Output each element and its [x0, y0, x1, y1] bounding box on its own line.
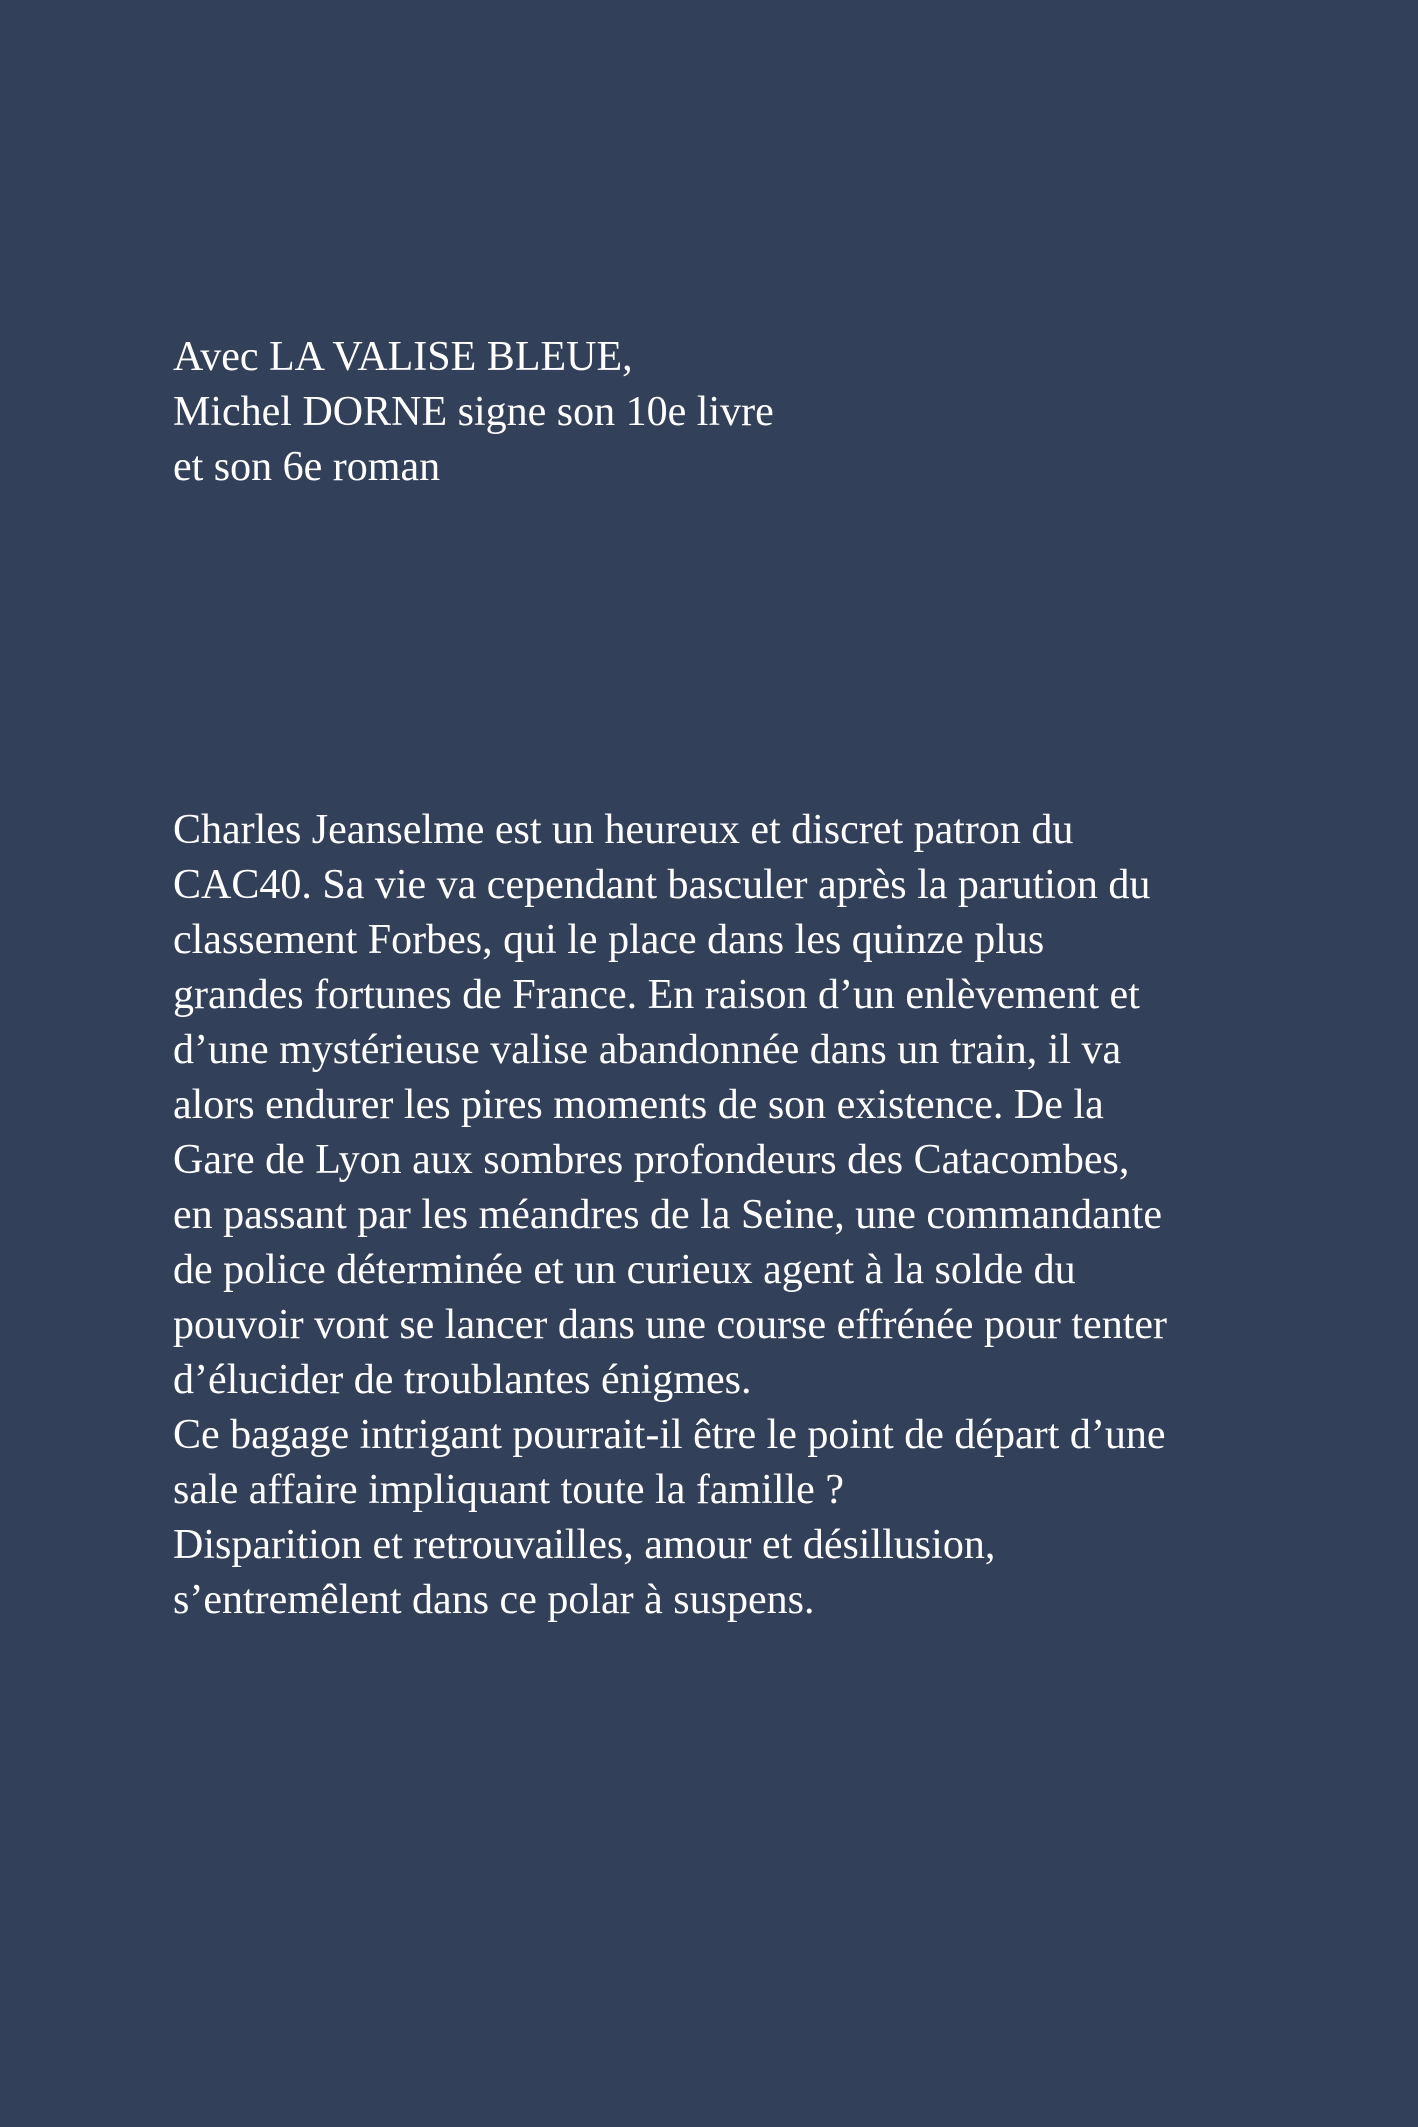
- summary-line: CAC40. Sa vie va cependant basculer après la parution du: [173, 862, 1151, 908]
- summary-line: d’élucider de troublantes énigmes.: [173, 1357, 752, 1403]
- summary-line: Gare de Lyon aux sombres profondeurs des Catacombes,: [173, 1137, 1130, 1183]
- book-summary: [173, 803, 1323, 1628]
- summary-line: alors endurer les pires moments de son existence. De la: [173, 1082, 1104, 1128]
- summary-line: Disparition et retrouvailles, amour et désillusion,: [173, 1522, 996, 1568]
- summary-line: s’entremêlent dans ce polar à suspens.: [173, 1577, 815, 1623]
- summary-line: en passant par les méandres de la Seine, une commandante: [173, 1192, 1162, 1238]
- intro-line: Michel DORNE signe son 10e livre: [173, 389, 774, 435]
- summary-line: classement Forbes, qui le place dans les quinze plus: [173, 917, 1045, 963]
- intro-line: et son 6e roman: [173, 444, 441, 490]
- summary-line: d’une mystérieuse valise abandonnée dans un train, il va: [173, 1027, 1122, 1073]
- summary-line: Charles Jeanselme est un heureux et discret patron du: [173, 807, 1074, 853]
- intro-text: [173, 330, 1273, 495]
- summary-line: de police déterminée et un curieux agent à la solde du: [173, 1247, 1076, 1293]
- intro-line: Avec LA VALISE BLEUE,: [173, 334, 633, 380]
- summary-line: pouvoir vont se lancer dans une course effrénée pour tenter: [173, 1302, 1167, 1348]
- summary-line: Ce bagage intrigant pourrait-il être le point de départ d’une: [173, 1412, 1166, 1458]
- summary-line: grandes fortunes de France. En raison d’un enlèvement et: [173, 972, 1140, 1018]
- summary-line: sale affaire impliquant toute la famille ?: [173, 1467, 844, 1513]
